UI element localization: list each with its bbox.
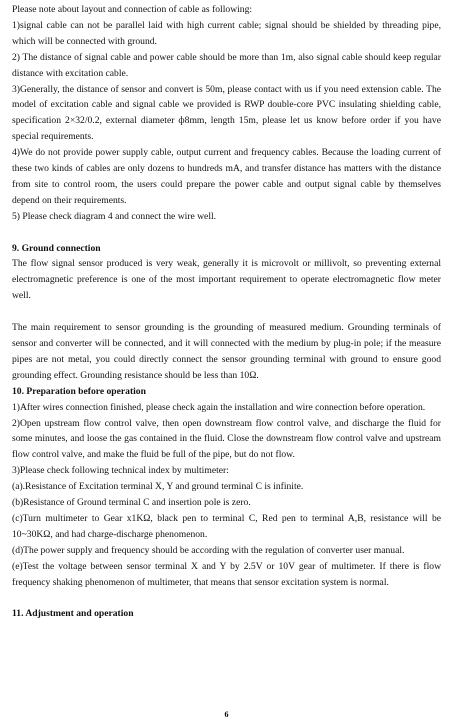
section-10-item-e: (e)Test the voltage between sensor terminal X and Y by 2.5V or 10V gear of multimeter. If there is flow frequency shaking phenomenon of multimeter, that means that sensor excitation system is normal.	[12, 560, 441, 588]
section-11-heading: 11. Adjustment and operation	[12, 608, 134, 620]
page-number: 6	[224, 710, 229, 719]
section-10-heading: 10. Preparation before operation	[12, 385, 146, 397]
section-10-item-c: (c)Turn multimeter to Gear x1KΩ, black pen to terminal C, Red pen to terminal A,B, resistance will be 10~30KΩ, and had charge-discharge phenomenon.	[12, 512, 441, 540]
cable-note-5: 5) Please check diagram 4 and connect the wire well.	[12, 210, 217, 222]
cable-note-1: 1)signal cable can not be parallel laid with high current cable; signal should be shielded by threading pipe, which will be connected with ground.	[12, 19, 441, 47]
section-10-item-b: (b)Resistance of Ground terminal C and insertion pole is zero.	[12, 497, 251, 509]
section-10-item-3: 3)Please check following technical index by multimeter:	[12, 465, 229, 477]
section-9-paragraph-1: The flow signal sensor produced is very weak, generally it is microvolt or millivolt, so preventing external electromagnetic preference is one of the most important requirement to operate electromagnetic flow meter well.	[12, 258, 441, 302]
cable-note-4: 4)We do not provide power supply cable, output current and frequency cables. Because the loading current of these two kinds of cables are only dozens to hundreds mA, and transfer distance has matters with the distance from site to control room, the users could prepare the power cable and output signal cable by themselves depend on their requirements.	[12, 147, 441, 206]
section-10-item-2: 2)Open upstream flow control valve, then open downstream flow control valve, and discharge the fluid for some minutes, and loose the gas contained in the fluid. Close the downstream flow control valve and upstream flow control valve, and make the fluid be full of the pipe, but do not flow.	[12, 417, 441, 461]
section-9-heading: 9. Ground connection	[12, 242, 101, 254]
section-10-item-a: (a).Resistance of Excitation terminal X, Y and ground terminal C is infinite.	[12, 481, 304, 493]
section-10-item-1: 1)After wires connection finished, please check again the installation and wire connection before operation.	[12, 401, 426, 413]
section-10-item-d: (d)The power supply and frequency should be according with the regulation of converter user manual.	[12, 544, 405, 556]
cable-note-2: 2) The distance of signal cable and power cable should be more than 1m, also signal cable should keep regular distance with excitation cable.	[12, 51, 441, 79]
section-9-paragraph-2: The main requirement to sensor grounding is the grounding of measured medium. Grounding terminals of sensor and converter will be connected, and it will connected with the medium by plug-in pole; if the measure pipes are not metal, you could directly connect the sensor grounding terminal with ground to ensure good grounding effect. Grounding resistance should be less than 10Ω.	[12, 322, 441, 381]
cable-note-3: 3)Generally, the distance of sensor and convert is 50m, please contact with us if you need extension cable. The model of excitation cable and signal cable we provided is RWP double-core PVC insulating shielding cable, specification 2×32/0.2, external diameter ф8mm, length 15m, please let us know before order if you have special requirements.	[12, 83, 441, 143]
intro-text: Please note about layout and connection of cable as following:	[12, 4, 253, 15]
